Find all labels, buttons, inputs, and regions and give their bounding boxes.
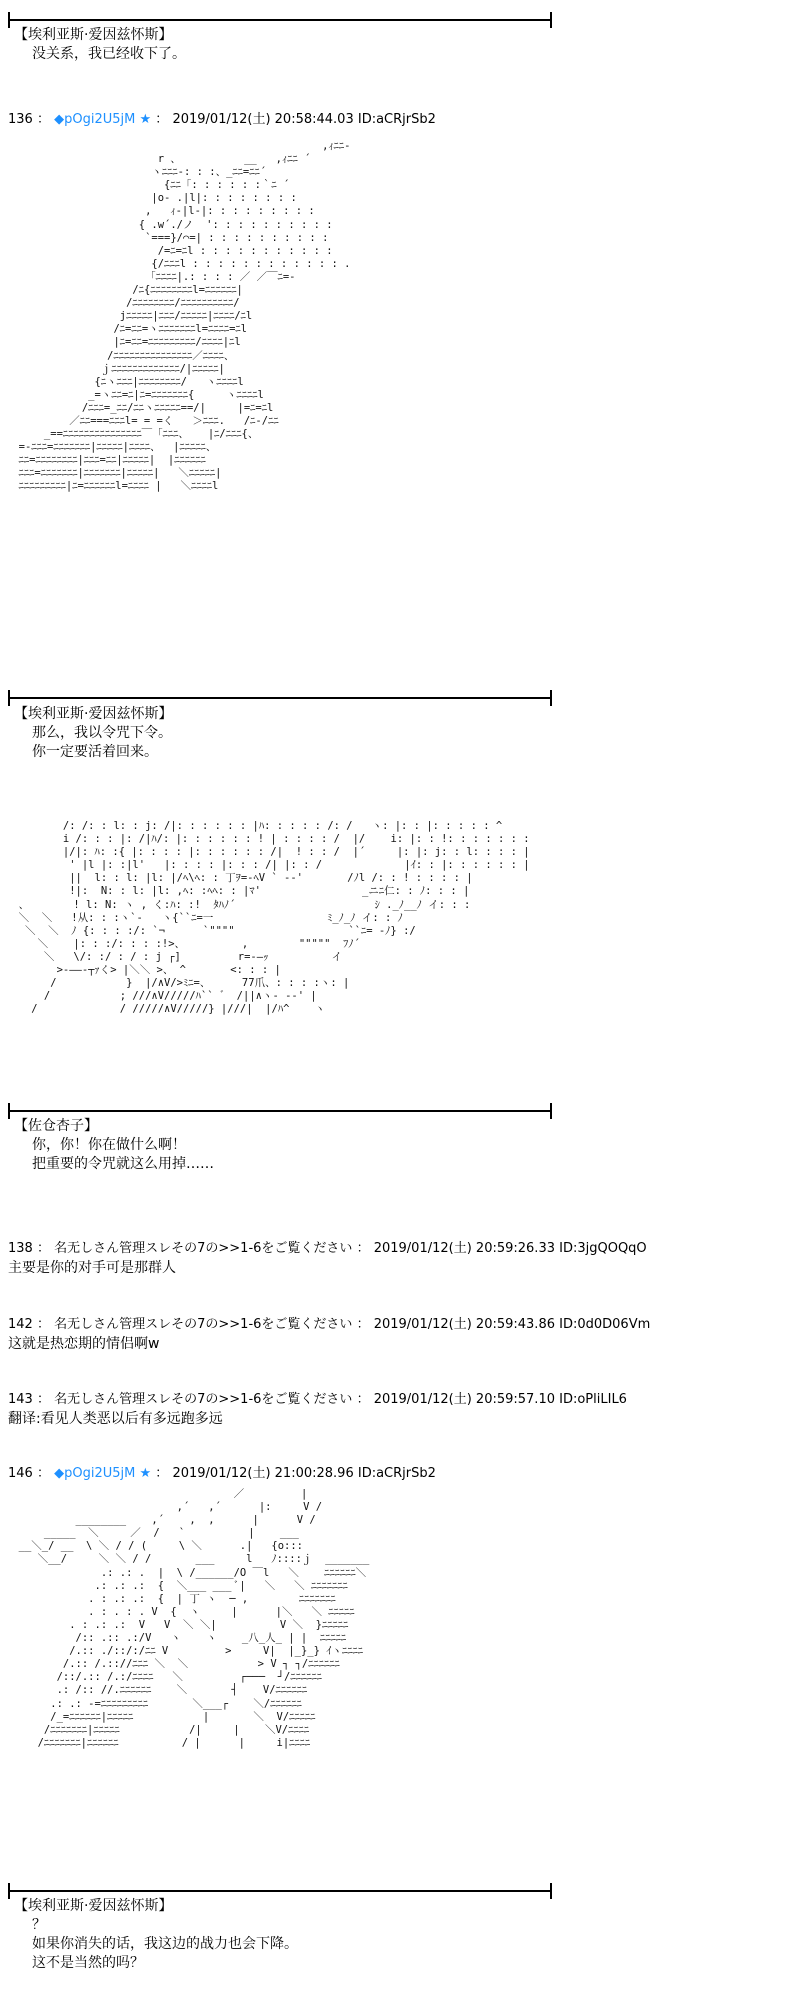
post-header (8, 1388, 627, 1407)
separator: ： (36, 112, 50, 127)
post-id: ID:0d0D06Vm (559, 1317, 651, 1332)
post-date: 2019/01/12(土) 20:59:43.86 (373, 1317, 555, 1332)
separator: ： (356, 1317, 370, 1332)
separator: ： (36, 1466, 50, 1481)
divider (8, 1110, 552, 1112)
dialogue-line: 如果你消失的话，我这边的战力也会下降。 (32, 1936, 298, 1952)
post-author: 名无しさん管理スレその7の>>1-6をご覧ください (54, 1392, 353, 1407)
ascii-art-illustration: ／ | ,´ ,´ |: V / ________ ,´ , , | V / _____ ＼ ／ / ` | ___ __＼_/ __ \ ＼ / / ( \ ＼ .| {o::: ＼__/ ＼ ＼ / / ___ l ﾉ::::ｊ _______ .: .: . | \ /______/O ￣l ＼ ﾆﾆﾆﾆﾆﾆ＼ .: .: .: { ＼___ ___ ﾞ| ＼ ＼ ﾆﾆﾆﾆﾆﾆﾆ . : .: .: { | 丁 ヽ ─ , ﾆﾆﾆﾆﾆﾆﾆ . : . : . V { ヽ | |＼ ＼ ﾆﾆﾆﾆﾆ . : .: .: V V ＼ ＼| V ＼ }ﾆﾆﾆﾆﾆ /:: .:: .:/V ヽ ヽ _八_人_ | | ﾆﾆﾆﾆﾆ /.:: ./::/:/ﾆﾆ V > V| |_}_} ｲヽﾆﾆﾆﾆ /.:: /.:://ﾆﾆﾆ ＼ ＼ > V ┐ ┐/ﾆﾆﾆﾆﾆﾆ /::/.:: /.:/ﾆﾆﾆﾆ ＼ ┌─── ┘/ﾆﾆﾆﾆﾆﾆ .: /:: //.ﾆﾆﾆﾆﾆﾆ ＼ ┤ V/ﾆﾆﾆﾆﾆﾆ .: .: -=ﾆﾆﾆﾆﾆﾆﾆﾆﾆ ＼___┌ ＼/ﾆﾆﾆﾆﾆﾆ /_=ﾆﾆﾆﾆﾆﾆ|ﾆﾆﾆﾆﾆ | ＼ V/ﾆﾆﾆﾆﾆ /ﾆﾆﾆﾆﾆﾆﾆ|ﾆﾆﾆﾆﾆ /| | ＼V/ﾆﾆﾆﾆ /ﾆﾆﾆﾆﾆﾆﾆ|ﾆﾆﾆﾆﾆﾆ / | | i|ﾆﾆﾆﾆ (18, 1488, 370, 1749)
speaker-name: 【佐仓杏子】 (14, 1118, 98, 1134)
post-body: 主要是你的对手可是那群人 (8, 1260, 176, 1276)
post-header (8, 1462, 436, 1481)
dialogue-line: 你一定要活着回来。 (32, 744, 158, 760)
post-author: 名无しさん管理スレその7の>>1-6をご覧ください (54, 1241, 353, 1256)
speaker-name: 【埃利亚斯·爱因兹怀斯】 (14, 27, 173, 43)
post-id: ID:3jgQOQqO (559, 1241, 647, 1256)
dialogue-line: 那么，我以令咒下令。 (32, 725, 172, 741)
dialogue-line: 没关系，我已经收下了。 (32, 46, 186, 62)
separator: ： (36, 1241, 50, 1256)
dialogue-block (14, 705, 172, 762)
ascii-art-illustration: /: /: : l: : j: /|: : : : : : |ﾊ: : : : : /: / ヽ: |: : |: : : : : ^ i /: : : |: /|ﾊ/: |: : : : : : ! | : : : : / |/ i: |: : !: : : : : : : |/|: ﾊ: :{ |: : : : |: : : : : : /| ! : : / |´ |: |: j: : l: : : : | ' |l |: :|l' |: : : : |: : : /| |: : / |ｲ: : |: : : : : : | || l: : l: |l: |/ﾍ\ﾍ: : 丁ｦ=-ﾍV ` --' /ﾉl /: : ! : : : : | !|: N: : l: |l: ,ﾍ: :ﾍﾍ: : |ﾏ' _ニﾆ仁: : ﾉ: : : | 、 ! l: N: ヽ , く:ﾊ: :! ﾀﾊﾉ´ ｼ ._ﾉ__ﾉ イ: : : ＼ ＼ !从: : :ヽ`- ヽ{``ﾆ=一 ﾐ_ﾉ_ﾉ イ: : ﾉ ＼ ＼ ﾉ {: : : :/: `¬ `"""" ``ﾆ= -ﾉ} :/ ＼ |: : :/: : : :!>、 , """"" ﾌﾉ´ ＼ \/: :/ : / : j ┌] r=-―ｯ イ >-――‐┬ｧく> |＼＼ >、 ^ <: : : | / } |/∧V/>ﾐﾆ=、 77爪、: : : :ヽ: | / ; ///∧V/////ﾊ`` ゛ /||∧ヽ- ‐‐' | / / /////∧V/////} |///| |/ﾊ^ ヽ (18, 820, 530, 1016)
divider (8, 1890, 552, 1892)
post-id: ID:aCRjrSb2 (357, 112, 436, 127)
dialogue-line: 你，你！你在做什么啊！ (32, 1137, 186, 1153)
separator: ： (155, 1466, 169, 1481)
post-date: 2019/01/12(土) 20:59:57.10 (373, 1392, 555, 1407)
post-author: 名无しさん管理スレその7の>>1-6をご覧ください (54, 1317, 353, 1332)
post-number: 136 (8, 112, 33, 127)
speaker-name: 【埃利亚斯·爱因兹怀斯】 (14, 1898, 173, 1914)
post-number: 143 (8, 1392, 33, 1407)
diamond-icon: ◆ (54, 112, 65, 127)
post-body: 翻译:看见人类恶以后有多远跑多远 (8, 1411, 223, 1427)
dialogue-block (14, 26, 186, 64)
separator: ： (356, 1241, 370, 1256)
dialogue-line: 把重要的令咒就这么用掉…… (32, 1156, 214, 1172)
dialogue-block (14, 1117, 214, 1174)
author-link[interactable]: pOgi2U5jM (64, 112, 136, 127)
divider (8, 19, 552, 21)
speaker-name: 【埃利亚斯·爱因兹怀斯】 (14, 706, 173, 722)
separator: ： (36, 1392, 50, 1407)
author-link[interactable]: pOgi2U5jM (64, 1466, 136, 1481)
post-date: 2019/01/12(土) 20:58:44.03 (172, 112, 354, 127)
separator: ： (36, 1317, 50, 1332)
post-id: ID:aCRjrSb2 (357, 1466, 436, 1481)
post-header (8, 1313, 650, 1332)
separator: ： (356, 1392, 370, 1407)
post-number: 146 (8, 1466, 33, 1481)
post-date: 2019/01/12(土) 20:59:26.33 (373, 1241, 555, 1256)
post-id: ID:oPliLIL6 (559, 1392, 627, 1407)
separator: ： (155, 112, 169, 127)
post-header (8, 108, 436, 127)
post-body: 这就是热恋期的情侣啊w (8, 1336, 160, 1352)
post-number: 138 (8, 1241, 33, 1256)
post-date: 2019/01/12(土) 21:00:28.96 (172, 1466, 354, 1481)
dialogue-block (14, 1897, 298, 1973)
post-number: 142 (8, 1317, 33, 1332)
divider (8, 697, 552, 699)
diamond-icon: ◆ (54, 1466, 65, 1481)
dialogue-line: 这不是当然的吗？ (32, 1955, 144, 1971)
dialogue-line: ？ (32, 1917, 46, 1933)
ascii-art-illustration: ,ｨﾆﾆ- r 、 __ ,ｨﾆﾆ ´ ヽﾆﾆﾆ-: : :、_ﾆﾆ=ﾆﾆ´ {ﾆﾆ「: : : : : :｀ﾆ ´ |o- .|l|: : : : : : : : , ｨ-|l-|: : : : : : : : : { .w´./ノ ': : : : : : : : : : `===}/⌒=| : : : : : : : : : : /=ﾆ=ﾆl : : : : : : : : : : : {/ﾆﾆﾆl : : : : : : : : : : : : . 「ﾆﾆﾆﾆ|.: : : : ／ ／￣ﾆ=- /ﾆ{ﾆﾆﾆﾆﾆﾆﾆﾆl=ﾆﾆﾆﾆﾆﾆ| /ﾆﾆﾆﾆﾆﾆﾆﾆ/ﾆﾆﾆﾆﾆﾆﾆﾆﾆﾆ/ jﾆﾆﾆﾆﾆ|ﾆﾆﾆ/ﾆﾆﾆﾆﾆ|ﾆﾆﾆﾆ/ﾆl /ﾆ=ﾆﾆ=ヽﾆﾆﾆﾆﾆﾆﾆl=ﾆﾆﾆﾆ=ﾆl |ﾆ=ﾆﾆ=ﾆﾆﾆﾆﾆﾆﾆﾆﾆ/ﾆﾆﾆﾆ|ﾆl /ﾆﾆﾆﾆﾆﾆﾆﾆﾆﾆﾆﾆﾆﾆﾆ／ﾆﾆﾆﾆ、 ｊﾆﾆﾆﾆﾆﾆﾆﾆﾆﾆﾆﾆﾆ/|ﾆﾆﾆﾆﾆ| {ﾆヽﾆﾆﾆ|ﾆﾆﾆﾆﾆﾆﾆﾆ/ ヽﾆﾆﾆﾆl _=ヽﾆﾆ=ﾆ|ﾆ=ﾆﾆﾆﾆﾆﾆﾆ{ ヽﾆﾆﾆﾆl /ﾆﾆﾆ=_ﾆﾆ/ﾆﾆヽﾆﾆﾆﾆﾆ==/| |=ﾆ=ﾆl ／ﾆﾆ===ﾆﾆﾆl= = =く ＞ﾆﾆﾆ. /ﾆ-/ﾆﾆ _==ﾆﾆﾆﾆﾆﾆﾆﾆﾆﾆﾆﾆﾆﾆﾆ￣「ﾆﾆﾆ、 |ﾆ/ﾆﾆﾆ{、 =-ﾆﾆﾆ=ﾆﾆﾆﾆﾆﾆﾆ|ﾆﾆﾆﾆﾆ|ﾆﾆﾆﾆ、 |ﾆﾆﾆﾆﾆ、 ﾆﾆ=ﾆﾆﾆﾆﾆﾆﾆﾆ|ﾆﾆﾆ=ﾆﾆ|ﾆﾆﾆﾆﾆ| |ﾆﾆﾆﾆﾆﾆ ﾆﾆﾆ=ﾆﾆﾆﾆﾆﾆﾆ|ﾆﾆﾆﾆﾆﾆﾆ|ﾆﾆﾆﾆﾆ| ＼ﾆﾆﾆﾆﾆ| ﾆﾆﾆﾆﾆﾆﾆﾆﾆ|ﾆ=ﾆﾆﾆﾆﾆﾆl=ﾆﾆﾆﾆ | ＼ﾆﾆﾆﾆl (18, 140, 351, 493)
star-icon: ★ (139, 112, 152, 127)
post-header (8, 1237, 647, 1256)
star-icon: ★ (139, 1466, 152, 1481)
